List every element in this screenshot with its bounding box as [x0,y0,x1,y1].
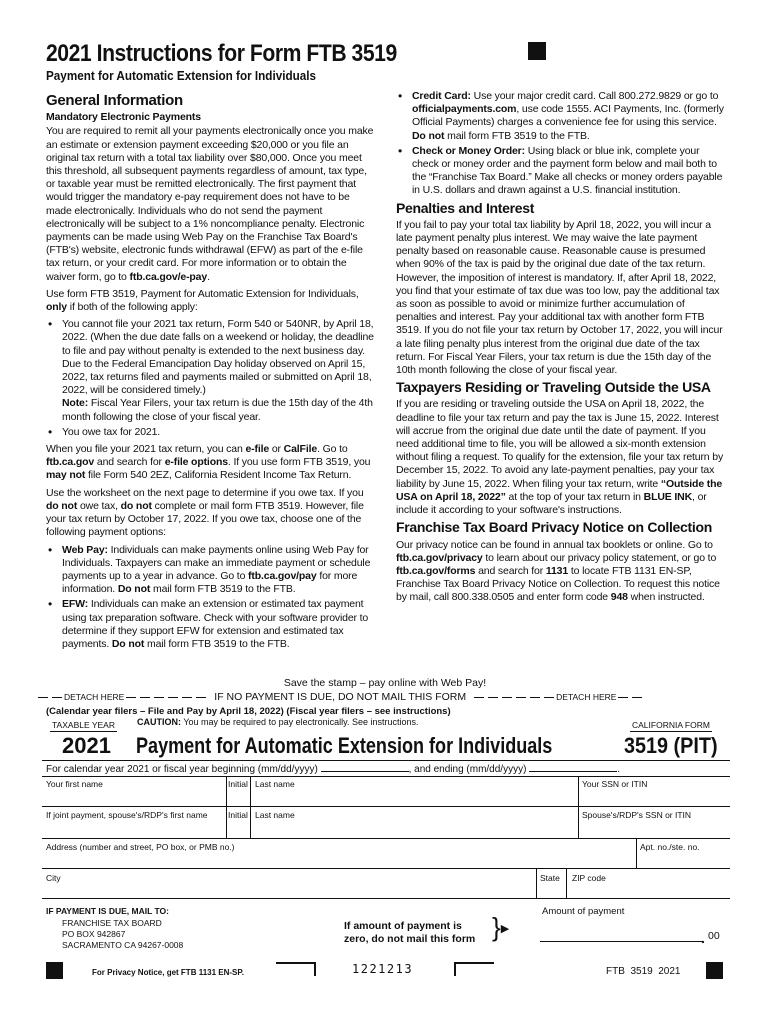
heading-mandatory-payments: Mandatory Electronic Payments [46,111,201,124]
right-column [396,90,726,609]
spouse-ssn-label: Spouse's/RDP's SSN or ITIN [582,810,692,820]
document-title: 2021 Instructions for Form FTB 3519 [46,40,397,67]
no-payment-warning: IF NO PAYMENT IS DUE, DO NOT MAIL THIS FORM [214,691,467,703]
zip-label: ZIP code [572,873,606,883]
detach-line [36,690,736,704]
rule [536,868,537,898]
list-item: • Credit Card: Use your major credit card. Call 800.272.9829 or go to officialpayments.com, use code 1555. ACI Payments, Inc. (formerly Official Payments) charges a convenience fee for using this service. Do not mail form FTB 3519 to the FTB. [396,90,726,143]
amount-label: Amount of payment [542,906,625,917]
payment-options-list [46,544,378,652]
paragraph-outside-usa: If you are residing or traveling outside the USA on April 18, 2022, the deadline to file your tax return and pay the tax is June 15, 2022. Interest will accrue from the original due date until the date of payment. If you need additional time to file, you will be allowed a six-month extension without filing a request. To qualify for the extension, file your tax return by December 15, 2022. To avoid any late-payment penalties, pay your tax liability by June 15, 2022. When filing your tax return, write “Outside the USA on April 18, 2022” at the top of your tax return in BLUE INK, or include it according to your software's instructions. [396,398,724,517]
last-name-label: Last name [255,810,295,820]
city-label: City [46,873,61,883]
form-title: Payment for Automatic Extension for Individuals [136,733,553,758]
brace-arrow-icon: }▶ [492,912,510,942]
link-ftb[interactable]: ftb.ca.gov [46,456,95,469]
registration-mark [706,962,723,979]
paragraph-privacy: Our privacy notice can be found in annual tax booklets or online. Go to ftb.ca.gov/privacy to learn about our privacy policy statement, or go to ftb.ca.gov/forms and search for 1131 to locate FTB 1131 EN-SP, Franchise Tax Board Privacy Notice on Collection. To request this notice by mail, call 800.338.0505 and enter form code 948 when instructed. [396,538,720,604]
amount-cents: 00 [708,930,720,942]
zero-amount-note: If amount of payment is zero, do not mail this form [344,920,476,945]
apt-label: Apt. no./ste. no. [640,842,700,852]
ssn-label: Your SSN or ITIN [582,779,648,789]
fiscal-end-field[interactable] [529,762,617,772]
rule [226,776,227,806]
list-item: • Check or Money Order: Using black or blue ink, complete your check or money order and the payment form below and mail both to the “Franchise Tax Board.” Make all checks or money orders payable in U.S. dollars and drawn against a U.S. financial institution. [396,145,726,198]
amount-decimal: . [701,930,705,946]
first-name-field[interactable] [44,790,224,804]
rule [636,838,637,868]
list-item: • You owe tax for 2021. [46,426,378,439]
joint-name-label: If joint payment, spouse's/RDP's first name [46,810,208,820]
rule [578,806,579,838]
corner-mark [454,962,494,976]
rule [42,838,730,839]
period-line: For calendar year 2021 or fiscal year beginning (mm/dd/yyyy) , and ending (mm/dd/yyyy) . [46,764,620,775]
detach-here-left: DETACH HERE [64,692,125,702]
list-item: • EFW: Individuals can make an extension or estimated tax payment using tax preparation software. Check with your software provider to determine if they support EFW for extension and estimated tax payments. Do not mail form FTB 3519 to the FTB. [46,598,378,651]
rule [578,776,579,806]
footer-form-id: FTB 3519 2021 [606,966,681,977]
state-label: State [540,873,560,883]
registration-mark [46,962,63,979]
california-form-label: CALIFORNIA FORM [632,720,710,730]
conditions-list [46,318,378,439]
rule [42,776,730,777]
link-forms[interactable]: ftb.ca.gov/forms [396,564,476,577]
heading-general-information: General Information [46,92,183,109]
paragraph-use-form: Use form FTB 3519, Payment for Automatic Extension for Individuals, only if both of the following apply: [46,287,359,314]
rule [566,868,567,898]
calendar-note: (Calendar year filers – File and Pay by April 18, 2022) (Fiscal year filers – see instructions) [46,706,451,717]
initial-label: Initial [228,810,248,820]
address-label: Address (number and street, PO box, or PMB no.) [46,842,235,852]
fiscal-begin-field[interactable] [321,762,409,772]
barcode-number: 1221213 [352,962,414,976]
heading-outside-usa: Taxpayers Residing or Traveling Outside the USA [396,379,711,396]
mail-to-label: IF PAYMENT IS DUE, MAIL TO: [46,906,169,916]
heading-privacy: Franchise Tax Board Privacy Notice on Collection [396,519,712,536]
last-name-label: Last name [255,779,295,789]
taxable-year-label: TAXABLE YEAR [52,720,115,730]
form-number: 3519 (PIT) [624,733,718,758]
document-subtitle: Payment for Automatic Extension for Individuals [46,68,317,83]
left-column [46,90,378,655]
mailing-address: FRANCHISE TAX BOARD PO BOX 942867 SACRAMENTO CA 94267-0008 [62,918,184,950]
rule [226,806,227,838]
paragraph-penalties: If you fail to pay your total tax liability by April 18, 2022, you will incur a late payment penalty plus interest. We may waive the late payment penalty based on reasonable cause. Reasonable cause is presumed when 90% of the tax is paid by the original due date of the tax return. However, the imposition of interest is mandatory. If, after April 18, 2022, you find that your estimate of tax due was too low, pay the additional tax as soon as possible to avoid or minimize further accumulation of penalties and interest. Pay your additional tax with another form FTB 3519. If you do not file your tax return by October 17, 2022, you will incur a late filing penalty plus interest from the original due date of the tax return. For Fiscal Year Filers, your tax return is due the 15th day of the 10th month following the close of your fiscal year. [396,218,723,377]
form-year: 2021 [62,733,111,758]
first-name-label: Your first name [46,779,103,789]
paragraph-mandatory: You are required to remit all your payments electronically once you make an estimate or extension payment exceeding $20,000 or you file an original tax return with a total tax liability over $80,000. Once you meet this threshold, all subsequent payments regardless of amount, tax type, or taxable year must be remitted electronically. The first payment that would trigger the mandatory e-pay requirement does not have to be made electronically. Individuals who do not send the payment electronically will be subject to a 1% noncompliance penalty. Electronic payments can be made using Web Pay on the Franchise Tax Board's (FTB's) website, electronic funds withdrawal (EFW) as part of the e-file tax return, or your credit card. For more information or to obtain the waiver form, go to ftb.ca.gov/e-pay. [46,125,374,283]
rule [250,806,251,838]
rule [42,868,730,869]
rule [42,898,730,899]
link-epay[interactable]: ftb.ca.gov/e-pay [129,270,208,283]
caution-note: CAUTION: You may be required to pay electronically. See instructions. [137,717,419,727]
stamp-message: Save the stamp – pay online with Web Pay! [283,677,487,689]
corner-mark [276,962,316,976]
rule [42,806,730,807]
payment-options-list-cont [396,90,726,198]
amount-field[interactable] [540,928,702,942]
paragraph-efile: When you file your 2021 tax return, you can e-file or CalFile. Go to ftb.ca.gov and search for e-file options. If you use form FTB 3519, you may not file Form 540 2EZ, California Resident Income Tax Return. [46,443,371,482]
initial-label: Initial [228,779,248,789]
list-item: • Web Pay: Individuals can make payments online using Web Pay for Individuals. Taxpayers can make an immediate payment or schedule payments up to a year in advance. Go to ftb.ca.gov/pay for more information. Do not mail form FTB 3519 to the FTB. [46,544,378,597]
list-item: • You cannot file your 2021 tax return, Form 540 or 540NR, by April 18, 2022. (When the due date falls on a weekend or holiday, the deadline to file and pay without penalty is extended to the next business day. Due to the Federal Emancipation Day holiday observed on April 15, 2022, tax returns filed and payments mailed or submitted on April 18, 2022, will be considered timely.) Note: Fiscal Year Filers, your tax return is due the 15th day of the 4th month following the close of your fiscal year. [46,318,378,424]
link-privacy[interactable]: ftb.ca.gov/privacy [396,551,483,564]
heading-penalties: Penalties and Interest [396,199,535,216]
link-pay[interactable]: ftb.ca.gov/pay [248,569,317,582]
registration-mark [528,42,546,60]
paragraph-worksheet: Use the worksheet on the next page to determine if you owe tax. If you do not owe tax, do not complete or mail form FTB 3519. However, file your tax return by October 17, 2022. If you owe tax, choose one of the following payment options: [46,486,364,539]
privacy-notice-footer: For Privacy Notice, get FTB 1131 EN-SP. [92,968,244,977]
rule [250,776,251,806]
link-officialpayments[interactable]: officialpayments.com [412,103,517,116]
rule [42,760,730,761]
detach-here-right: DETACH HERE [556,692,617,702]
